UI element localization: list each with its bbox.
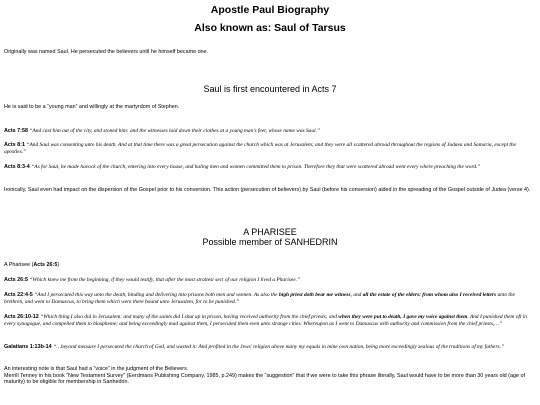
verse-acts-26-10-12: [4, 314, 534, 327]
verse-quote-part: “Which thing I also did in Jerusalem: and many of the saints did I shut up in prison, having received authority from the chief priests; and: [40, 314, 339, 320]
verse-acts-22-4-5: [4, 292, 534, 305]
section-subheading-sanhedrin: Possible member of SANHEDRIN: [202, 237, 338, 247]
verse-emphasis: all the estate of the elders: from whom also I received letters: [362, 292, 497, 298]
verse-emphasis: high priest doth bear me witness: [278, 292, 351, 298]
verse-ref: Galatians 1:13b-14: [4, 344, 52, 350]
verse-ref: Acts 26:5: [4, 277, 28, 283]
verse-acts-8-3-4: [4, 164, 534, 171]
intro-paragraph: Originally was named Saul. He persecuted the believers until he himself became one.: [4, 49, 209, 55]
verse-quote: “And Saul was consenting unto his death. And at that time there was a great persecution against the church which was at Jerusalem; and they were all scattered abroad throughout the regions of Judaea and Samaria, except the apostles.”: [4, 142, 517, 155]
verse-emphasis: when they were put to death, I gave my voice against them: [338, 314, 468, 320]
page-title: Apostle Paul Biography: [210, 4, 330, 16]
verse-acts-26-5: [4, 277, 534, 284]
verse-acts-8-1: [4, 142, 534, 155]
verse-galatians-1-13-14: [4, 344, 534, 351]
verse-quote-part: “And I persecuted this way unto the death, binding and delivering into prisons both men and women. As also the: [34, 292, 279, 298]
pharisee-text: A Pharisee (: [4, 262, 34, 268]
pharisee-line: [4, 262, 534, 269]
pharisee-close: ): [57, 262, 60, 268]
verse-ref: Acts 8:1: [4, 142, 25, 148]
page-subtitle: Also known as: Saul of Tarsus: [194, 22, 346, 34]
verse-quote-part: unto the brethren, and went to Damascus, to bring them which were there bound unto Jerusalem, for to be punished.”: [4, 292, 515, 305]
verse-ref: Acts 8:3-4: [4, 164, 30, 170]
section2-closing: [4, 366, 534, 386]
section1-description: He is said to be a “young man” and willingly at the martyrdom of Stephen.: [4, 104, 180, 110]
section-heading-pharisee: A PHARISEE: [243, 227, 297, 237]
section-heading-acts-7: Saul is first encountered in Acts 7: [203, 84, 337, 94]
verse-quote-part: , and: [350, 292, 363, 298]
verse-ref: Acts 7:58: [4, 128, 28, 134]
verse-quote: “And cast him out of the city, and stoned him: and the witnesses laid down their clothes at a young man's feet, whose name was Saul.”: [29, 128, 320, 134]
verse-quote: “…beyond measure I persecuted the church of God, and wasted it: And profited in the Jews' religion above many my equals in mine own nation, being more exceedingly zealous of the traditions of my fathers.”: [53, 344, 504, 350]
verse-quote: “Which knew me from the beginning, if they would testify, that after the most straitest sect of our religion I lived a Pharisee.”: [29, 277, 300, 283]
pharisee-ref: Acts 26:5: [33, 262, 58, 268]
verse-acts-7-58: [4, 128, 534, 135]
verse-quote-part: . And I punished them oft in every synagogue, and compelled them to blaspheme; and being exceedingly mad against them, I persecuted them even unto strange cities. Whereupon as I went to Damascus with authority and commission from the chief priests,…”: [4, 314, 527, 327]
verse-quote: “As for Saul, he made havock of the church, entering into every house, and haling men and women committed them to prison. Therefore they that were scattered abroad went every where preaching the word.”: [31, 164, 481, 170]
verse-ref: Acts 26:10-12: [4, 314, 39, 320]
closing-line-2: Merrill Tenney in his book “New Testament Survey” (Eerdmans Publishing Company, 1985, p.249) makes the “suggestion” that if we were to take this phrase literally, Saul would have to be more than 30 years old (age of maturity) to be eligible for membership in Sanhedrin.: [4, 372, 525, 386]
verse-ref: Acts 22:4-5: [4, 292, 33, 298]
closing-line-1: An interesting note is that Saul had a “voice” in the judgment of the Believers.: [4, 366, 189, 372]
section1-closing: Ironically, Saul even had impact on the dispersion of the Gospel prior to his conversion. This action (persecution of believers) by Saul (before his conversion) aided in the spreading of the Gospel outside of Judea (verse 4).: [4, 187, 531, 193]
